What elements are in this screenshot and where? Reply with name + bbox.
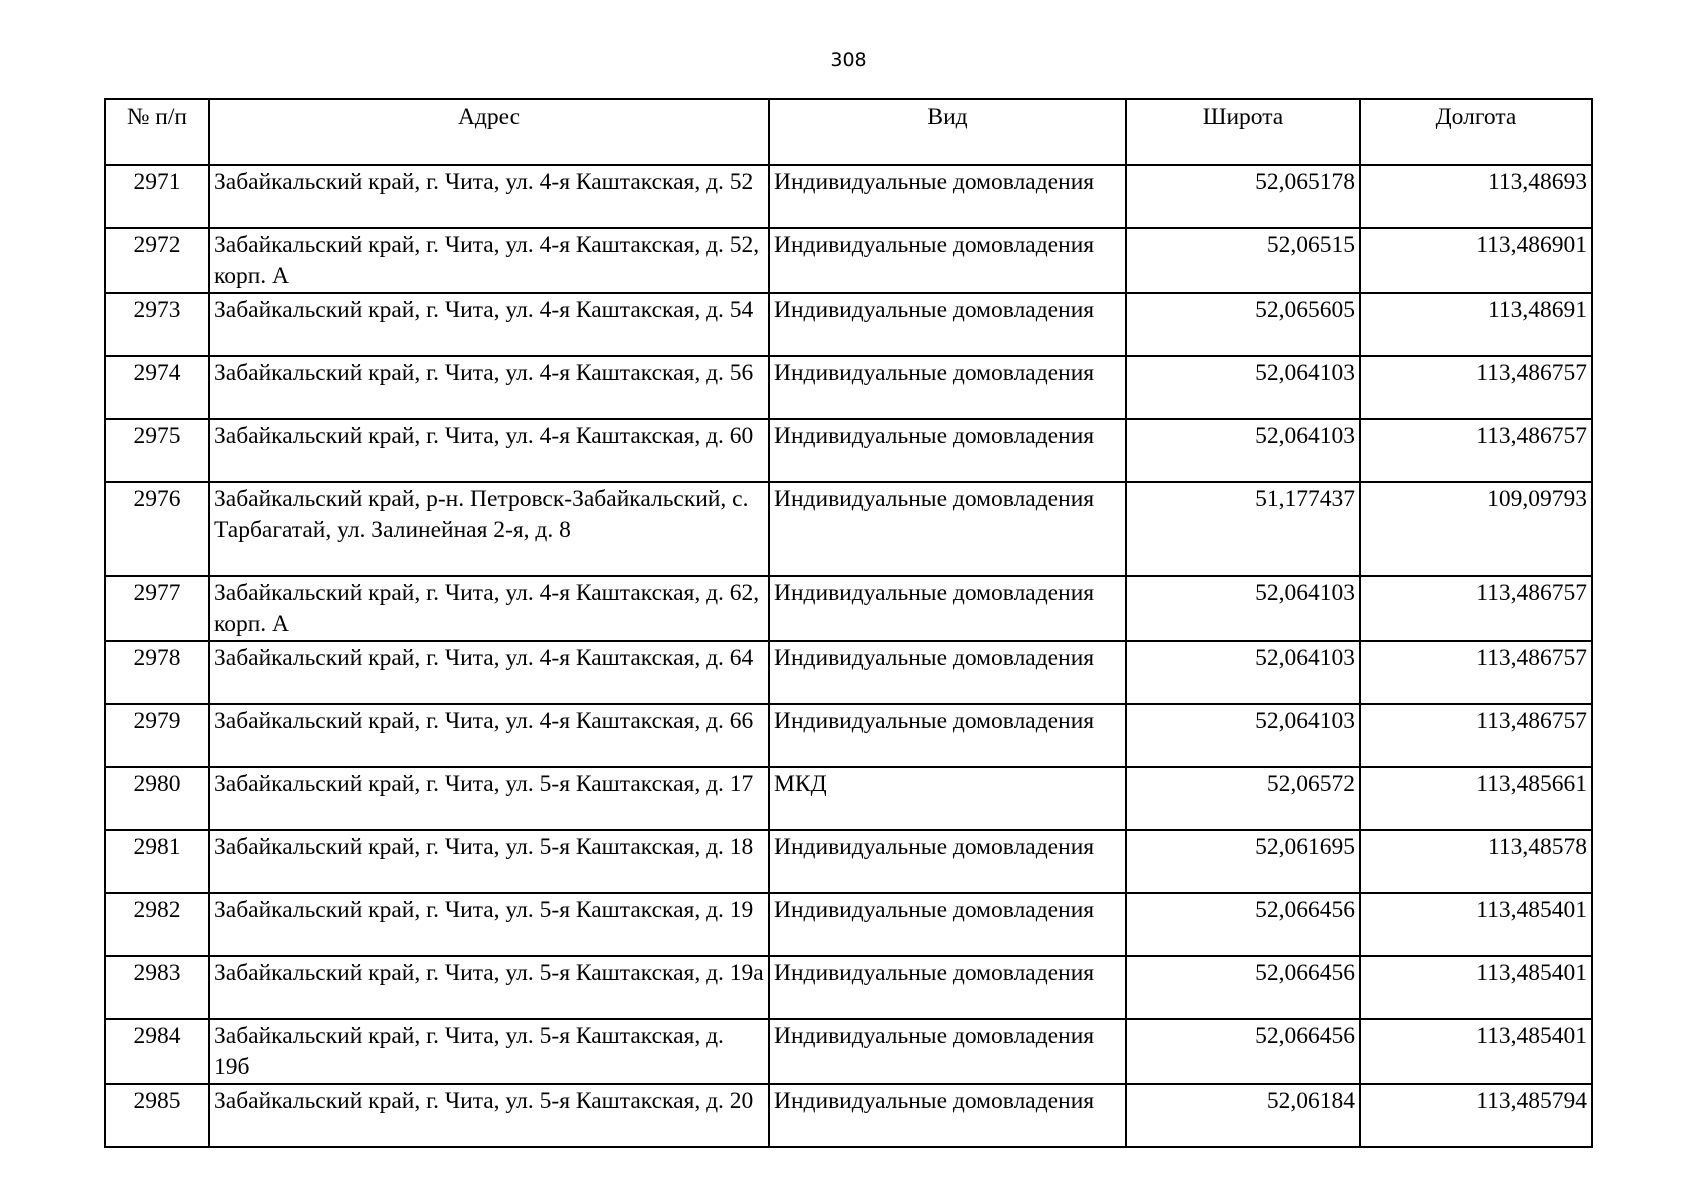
table-row — [105, 482, 1592, 576]
row-latitude: 52,064103 — [1126, 704, 1360, 767]
header-longitude: Долгота — [1360, 99, 1592, 165]
row-number: 2974 — [105, 356, 209, 419]
row-kind: Индивидуальные домовладения — [769, 576, 1126, 641]
row-address: Забайкальский край, г. Чита, ул. 5-я Каштакская, д. 19б — [209, 1019, 769, 1084]
row-number: 2985 — [105, 1084, 209, 1147]
row-address: Забайкальский край, г. Чита, ул. 4-я Каштакская, д. 56 — [209, 356, 769, 419]
table-row — [105, 1019, 1592, 1084]
row-longitude: 113,486757 — [1360, 419, 1592, 482]
row-longitude: 113,485401 — [1360, 956, 1592, 1019]
table-row — [105, 228, 1592, 293]
table-row — [105, 704, 1592, 767]
row-kind: Индивидуальные домовладения — [769, 704, 1126, 767]
row-address: Забайкальский край, г. Чита, ул. 4-я Каштакская, д. 64 — [209, 641, 769, 704]
header-latitude: Широта — [1126, 99, 1360, 165]
row-address: Забайкальский край, г. Чита, ул. 5-я Каштакская, д. 19 — [209, 893, 769, 956]
row-longitude: 113,486901 — [1360, 228, 1592, 293]
row-kind: Индивидуальные домовладения — [769, 893, 1126, 956]
row-longitude: 113,486757 — [1360, 576, 1592, 641]
row-latitude: 52,066456 — [1126, 893, 1360, 956]
row-address: Забайкальский край, г. Чита, ул. 5-я Каштакская, д. 17 — [209, 767, 769, 830]
row-longitude: 113,485401 — [1360, 1019, 1592, 1084]
row-longitude: 109,09793 — [1360, 482, 1592, 576]
table-row — [105, 356, 1592, 419]
row-kind: Индивидуальные домовладения — [769, 228, 1126, 293]
row-latitude: 52,066456 — [1126, 956, 1360, 1019]
page-number: 308 — [830, 49, 867, 71]
table-row — [105, 165, 1592, 228]
row-latitude: 52,064103 — [1126, 419, 1360, 482]
table-row — [105, 293, 1592, 356]
row-number: 2972 — [105, 228, 209, 293]
row-address: Забайкальский край, г. Чита, ул. 4-я Каштакская, д. 52 — [209, 165, 769, 228]
row-number: 2979 — [105, 704, 209, 767]
row-latitude: 52,064103 — [1126, 356, 1360, 419]
row-kind: МКД — [769, 767, 1126, 830]
row-number: 2978 — [105, 641, 209, 704]
row-number: 2981 — [105, 830, 209, 893]
row-number: 2973 — [105, 293, 209, 356]
row-number: 2984 — [105, 1019, 209, 1084]
header-num: № п/п — [105, 99, 209, 165]
table-row — [105, 1084, 1592, 1147]
header-kind: Вид — [769, 99, 1126, 165]
row-latitude: 52,06572 — [1126, 767, 1360, 830]
row-kind: Индивидуальные домовладения — [769, 165, 1126, 228]
row-longitude: 113,485794 — [1360, 1084, 1592, 1147]
row-latitude: 52,065178 — [1126, 165, 1360, 228]
row-longitude: 113,48693 — [1360, 165, 1592, 228]
row-kind: Индивидуальные домовладения — [769, 482, 1126, 576]
row-latitude: 52,066456 — [1126, 1019, 1360, 1084]
row-address: Забайкальский край, г. Чита, ул. 4-я Каштакская, д. 62, корп. А — [209, 576, 769, 641]
row-kind: Индивидуальные домовладения — [769, 641, 1126, 704]
row-latitude: 52,064103 — [1126, 641, 1360, 704]
row-longitude: 113,486757 — [1360, 704, 1592, 767]
row-address: Забайкальский край, г. Чита, ул. 4-я Каштакская, д. 66 — [209, 704, 769, 767]
row-number: 2983 — [105, 956, 209, 1019]
table-row — [105, 893, 1592, 956]
row-kind: Индивидуальные домовладения — [769, 356, 1126, 419]
row-longitude: 113,485661 — [1360, 767, 1592, 830]
table-row — [105, 419, 1592, 482]
row-address: Забайкальский край, г. Чита, ул. 4-я Каштакская, д. 60 — [209, 419, 769, 482]
row-number: 2971 — [105, 165, 209, 228]
table-row — [105, 830, 1592, 893]
row-number: 2975 — [105, 419, 209, 482]
row-latitude: 52,06184 — [1126, 1084, 1360, 1147]
row-longitude: 113,486757 — [1360, 641, 1592, 704]
row-address: Забайкальский край, г. Чита, ул. 4-я Каштакская, д. 52, корп. А — [209, 228, 769, 293]
address-table — [104, 98, 1593, 1148]
row-latitude: 52,065605 — [1126, 293, 1360, 356]
row-address: Забайкальский край, г. Чита, ул. 5-я Каштакская, д. 18 — [209, 830, 769, 893]
row-address: Забайкальский край, г. Чита, ул. 5-я Каштакская, д. 20 — [209, 1084, 769, 1147]
row-longitude: 113,486757 — [1360, 356, 1592, 419]
row-latitude: 52,06515 — [1126, 228, 1360, 293]
row-longitude: 113,48691 — [1360, 293, 1592, 356]
table-row — [105, 956, 1592, 1019]
row-kind: Индивидуальные домовладения — [769, 293, 1126, 356]
table-row — [105, 576, 1592, 641]
row-number: 2982 — [105, 893, 209, 956]
table-row — [105, 641, 1592, 704]
row-longitude: 113,485401 — [1360, 893, 1592, 956]
row-address: Забайкальский край, р-н. Петровск-Забайкальский, с. Тарбагатай, ул. Залинейная 2-я, д. 8 — [209, 482, 769, 576]
row-latitude: 52,061695 — [1126, 830, 1360, 893]
row-number: 2977 — [105, 576, 209, 641]
row-kind: Индивидуальные домовладения — [769, 1084, 1126, 1147]
row-latitude: 52,064103 — [1126, 576, 1360, 641]
row-address: Забайкальский край, г. Чита, ул. 4-я Каштакская, д. 54 — [209, 293, 769, 356]
row-address: Забайкальский край, г. Чита, ул. 5-я Каштакская, д. 19а — [209, 956, 769, 1019]
row-longitude: 113,48578 — [1360, 830, 1592, 893]
row-kind: Индивидуальные домовладения — [769, 1019, 1126, 1084]
row-number: 2980 — [105, 767, 209, 830]
table-header-row — [105, 99, 1592, 165]
table-row — [105, 767, 1592, 830]
row-kind: Индивидуальные домовладения — [769, 419, 1126, 482]
row-kind: Индивидуальные домовладения — [769, 956, 1126, 1019]
row-number: 2976 — [105, 482, 209, 576]
header-address: Адрес — [209, 99, 769, 165]
row-kind: Индивидуальные домовладения — [769, 830, 1126, 893]
row-latitude: 51,177437 — [1126, 482, 1360, 576]
